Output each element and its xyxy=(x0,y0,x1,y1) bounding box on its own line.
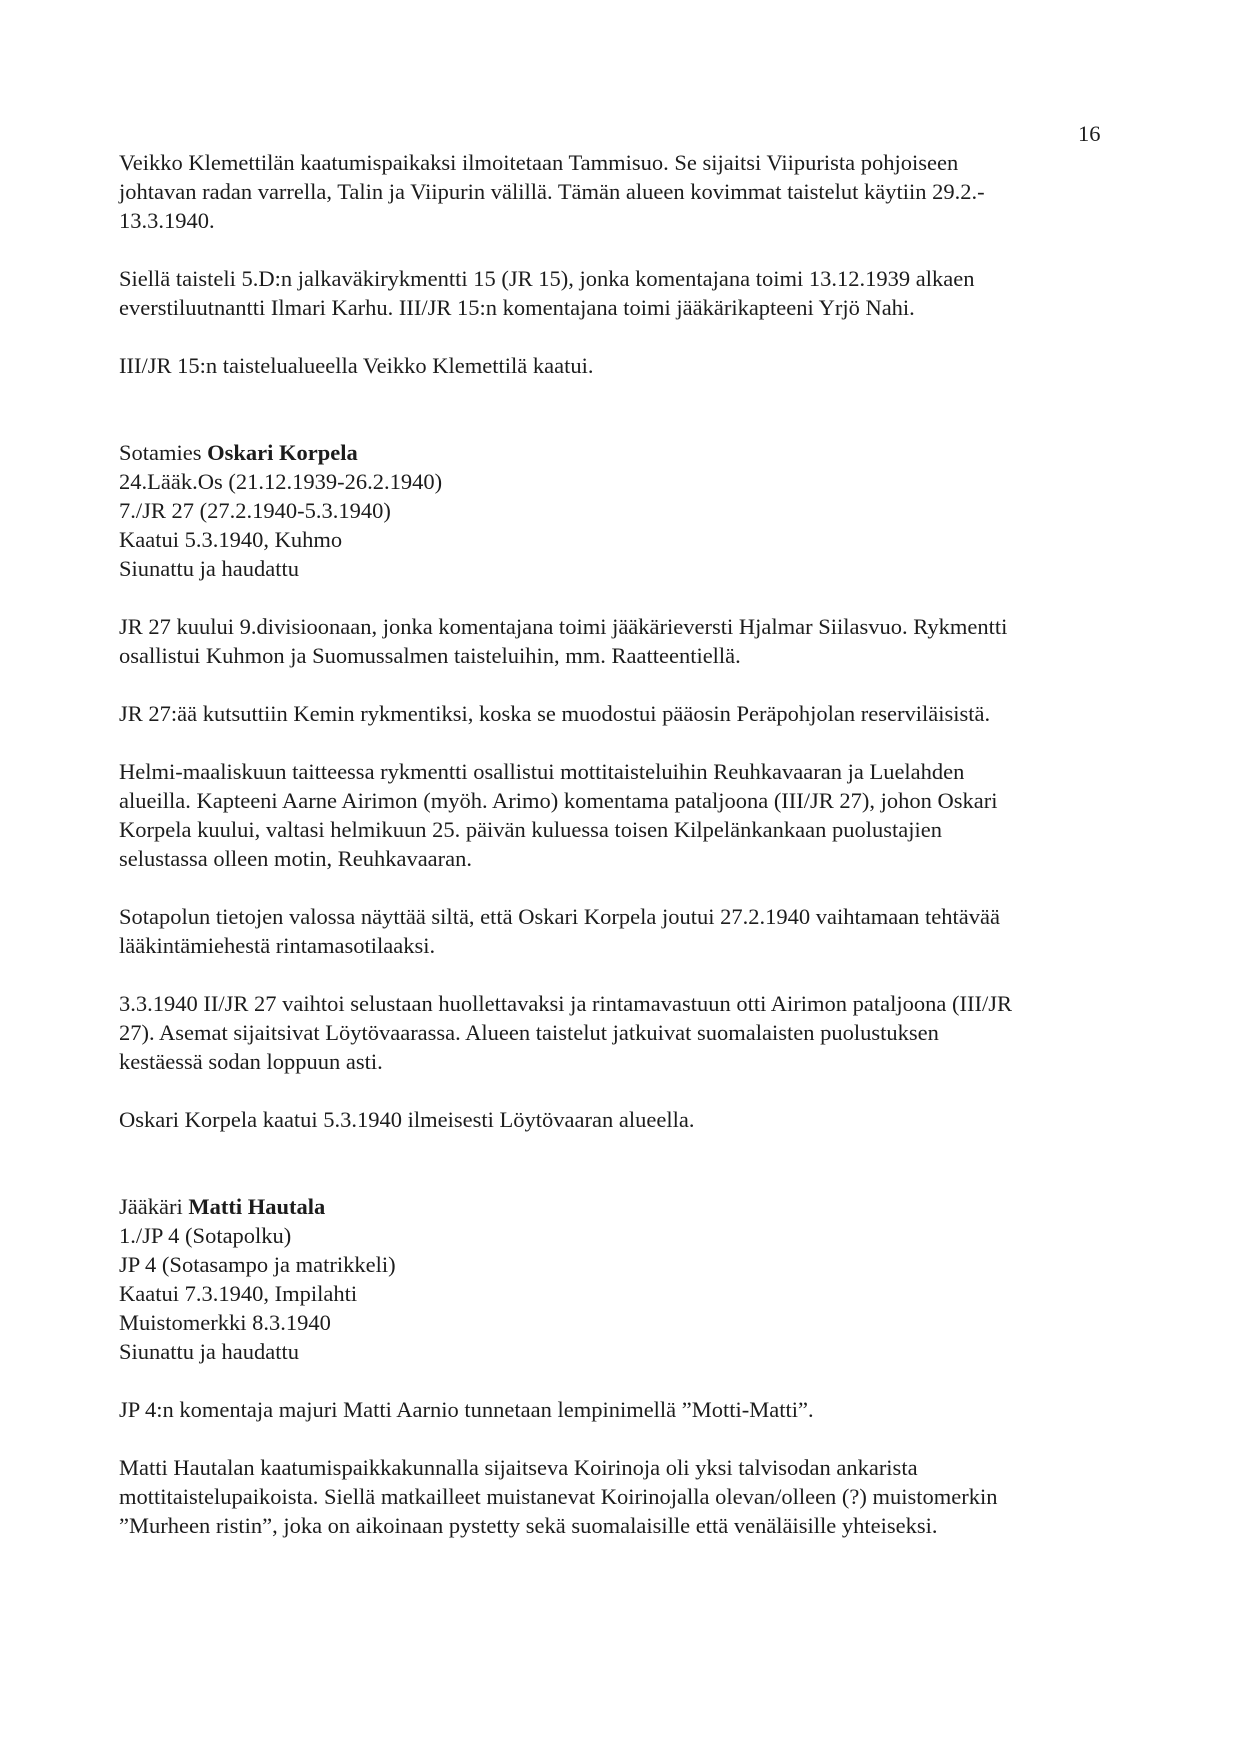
soldier-rank: Sotamies xyxy=(119,440,208,465)
page-number: 16 xyxy=(1078,121,1101,146)
paragraph-motti-battles xyxy=(119,757,1129,873)
soldier-detail: Kaatui 5.3.1940, Kuhmo xyxy=(119,527,343,552)
page-content xyxy=(119,148,1129,1540)
text-line: 27). Asemat sijaitsivat Löytövaarassa. Alueen taistelut jatkuivat suomalaisten puolustuksen xyxy=(119,1020,939,1045)
soldier-detail: 1./JP 4 (Sotapolku) xyxy=(119,1223,292,1248)
text-line: Matti Hautalan kaatumispaikkakunnalla sijaitseva Koirinoja oli yksi talvisodan ankarista xyxy=(119,1455,918,1480)
paragraph-jr15 xyxy=(119,264,1129,322)
paragraph-klemettila-death xyxy=(119,351,1129,380)
text-line: 3.3.1940 II/JR 27 vaihtoi selustaan huollettavaksi ja rintamavastuun otti Airimon pataljoona (III/JR xyxy=(119,991,1012,1016)
text-line: selustassa olleen motin, Reuhkavaaran. xyxy=(119,846,473,871)
paragraph-jr27-division xyxy=(119,612,1129,670)
text-line: 13.3.1940. xyxy=(119,208,215,233)
text-line: Korpela kuului, valtasi helmikuun 25. päivän kuluessa toisen Kilpelänkankaan puolustajien xyxy=(119,817,942,842)
soldier-title xyxy=(119,1192,1129,1221)
text-line: JR 27:ää kutsuttiin Kemin rykmentiksi, koska se muodostui pääosin Peräpohjolan reserviläisistä. xyxy=(119,701,991,726)
soldier-detail: Siunattu ja haudattu xyxy=(119,1339,299,1364)
soldier-detail: Muistomerkki 8.3.1940 xyxy=(119,1310,331,1335)
soldier-header-korpela xyxy=(119,438,1129,583)
soldier-header-hautala xyxy=(119,1192,1129,1366)
text-line: osallistui Kuhmon ja Suomussalmen taisteluihin, mm. Raatteentiellä. xyxy=(119,643,741,668)
text-line: JP 4:n komentaja majuri Matti Aarnio tunnetaan lempinimellä ”Motti-Matti”. xyxy=(119,1397,814,1422)
soldier-detail: JP 4 (Sotasampo ja matrikkeli) xyxy=(119,1252,396,1277)
soldier-detail: 24.Lääk.Os (21.12.1939-26.2.1940) xyxy=(119,469,443,494)
text-line: Siellä taisteli 5.D:n jalkaväkirykmentti 15 (JR 15), jonka komentajana toimi 13.12.1939 alkaen xyxy=(119,266,975,291)
text-line: JR 27 kuului 9.divisioonaan, jonka komentajana toimi jääkärieversti Hjalmar Siilasvuo. Rykmentti xyxy=(119,614,1008,639)
text-line: ”Murheen ristin”, joka on aikoinaan pystetty sekä suomalaisille että venäläisille yhteiseksi. xyxy=(119,1513,938,1538)
text-line: everstiluutnantti Ilmari Karhu. III/JR 15:n komentajana toimi jääkärikapteeni Yrjö Nahi. xyxy=(119,295,915,320)
paragraph-sotapolku xyxy=(119,902,1129,960)
text-line: mottitaistelupaikoista. Siellä matkailleet muistanevat Koirinojalla olevan/olleen (?) muistomerkin xyxy=(119,1484,998,1509)
soldier-detail: 7./JR 27 (27.2.1940-5.3.1940) xyxy=(119,498,391,523)
text-line: III/JR 15:n taistelualueella Veikko Klemettilä kaatui. xyxy=(119,353,594,378)
soldier-title xyxy=(119,438,1129,467)
soldier-name: Matti Hautala xyxy=(188,1194,326,1219)
text-line: kestäessä sodan loppuun asti. xyxy=(119,1049,383,1074)
text-line: lääkintämiehestä rintamasotilaaksi. xyxy=(119,933,436,958)
paragraph-koirinoja xyxy=(119,1453,1129,1540)
paragraph-kemi-regiment xyxy=(119,699,1129,728)
paragraph-klemettila-location xyxy=(119,148,1129,235)
text-line: johtavan radan varrella, Talin ja Viipurin välillä. Tämän alueen kovimmat taistelut käytiin 29.2.- xyxy=(119,179,985,204)
text-line: alueilla. Kapteeni Aarne Airimon (myöh. Arimo) komentama pataljoona (III/JR 27), johon Oskari xyxy=(119,788,998,813)
soldier-detail: Siunattu ja haudattu xyxy=(119,556,299,581)
soldier-name: Oskari Korpela xyxy=(207,440,358,465)
text-line: Helmi-maaliskuun taitteessa rykmentti osallistui mottitaisteluihin Reuhkavaaran ja Luelahden xyxy=(119,759,965,784)
text-line: Sotapolun tietojen valossa näyttää siltä, että Oskari Korpela joutui 27.2.1940 vaihtamaan tehtävää xyxy=(119,904,1001,929)
paragraph-korpela-death xyxy=(119,1105,1129,1134)
soldier-rank: Jääkäri xyxy=(119,1194,189,1219)
text-line: Oskari Korpela kaatui 5.3.1940 ilmeisesti Löytövaaran alueella. xyxy=(119,1107,695,1132)
paragraph-jp4-commander xyxy=(119,1395,1129,1424)
text-line: Veikko Klemettilän kaatumispaikaksi ilmoitetaan Tammisuo. Se sijaitsi Viipurista pohjoiseen xyxy=(119,150,959,175)
soldier-detail: Kaatui 7.3.1940, Impilahti xyxy=(119,1281,358,1306)
paragraph-loytovaara xyxy=(119,989,1129,1076)
